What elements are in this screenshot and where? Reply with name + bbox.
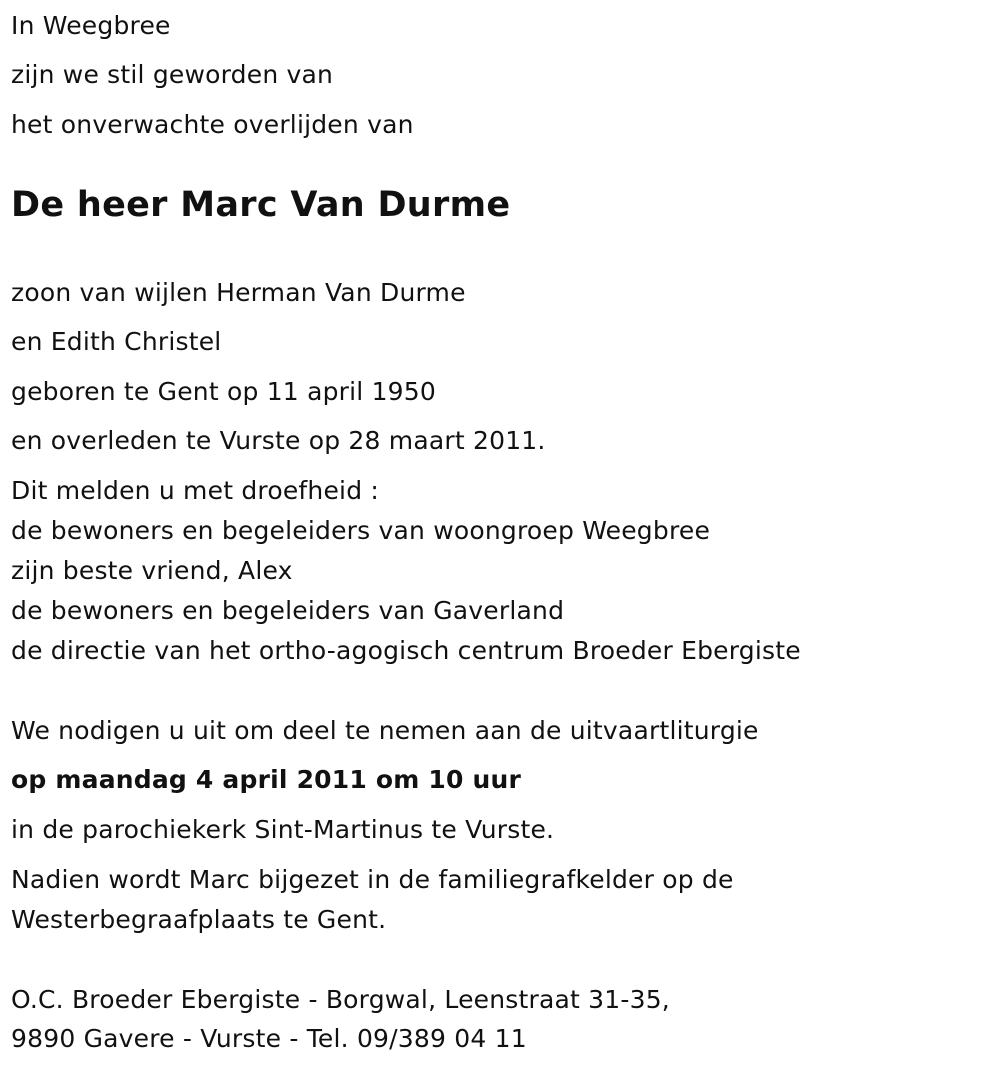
deceased-name: De heer Marc Van Durme — [11, 185, 511, 225]
mourner-line: zijn beste vriend, Alex — [11, 556, 293, 585]
mourner-line: de directie van het ortho-agogisch centrum Broeder Ebergiste — [11, 636, 801, 665]
address-line-2: 9890 Gavere - Vurste - Tel. 09/389 04 11 — [11, 1024, 527, 1053]
intro-line-1: In Weegbree — [11, 11, 171, 40]
intro-line-2: zijn we stil geworden van — [11, 60, 334, 89]
burial-line-1: Nadien wordt Marc bijgezet in de familiegrafkelder op de — [11, 865, 734, 894]
address-line-1: O.C. Broeder Ebergiste - Borgwal, Leenstraat 31-35, — [11, 985, 670, 1014]
ceremony-datetime: op maandag 4 april 2011 om 10 uur — [11, 765, 521, 794]
bio-line-1: zoon van wijlen Herman Van Durme — [11, 278, 466, 307]
mourners-intro: Dit melden u met droefheid : — [11, 476, 380, 505]
ceremony-invite: We nodigen u uit om deel te nemen aan de uitvaartliturgie — [11, 716, 759, 745]
bio-line-4: en overleden te Vurste op 28 maart 2011. — [11, 426, 546, 455]
bio-line-3: geboren te Gent op 11 april 1950 — [11, 377, 436, 406]
intro-line-3: het onverwachte overlijden van — [11, 110, 414, 139]
bio-line-2: en Edith Christel — [11, 327, 222, 356]
mourner-line: de bewoners en begeleiders van Gaverland — [11, 596, 565, 625]
mourner-line: de bewoners en begeleiders van woongroep Weegbree — [11, 516, 711, 545]
burial-line-2: Westerbegraafplaats te Gent. — [11, 905, 387, 934]
ceremony-place: in de parochiekerk Sint-Martinus te Vurste. — [11, 815, 555, 844]
